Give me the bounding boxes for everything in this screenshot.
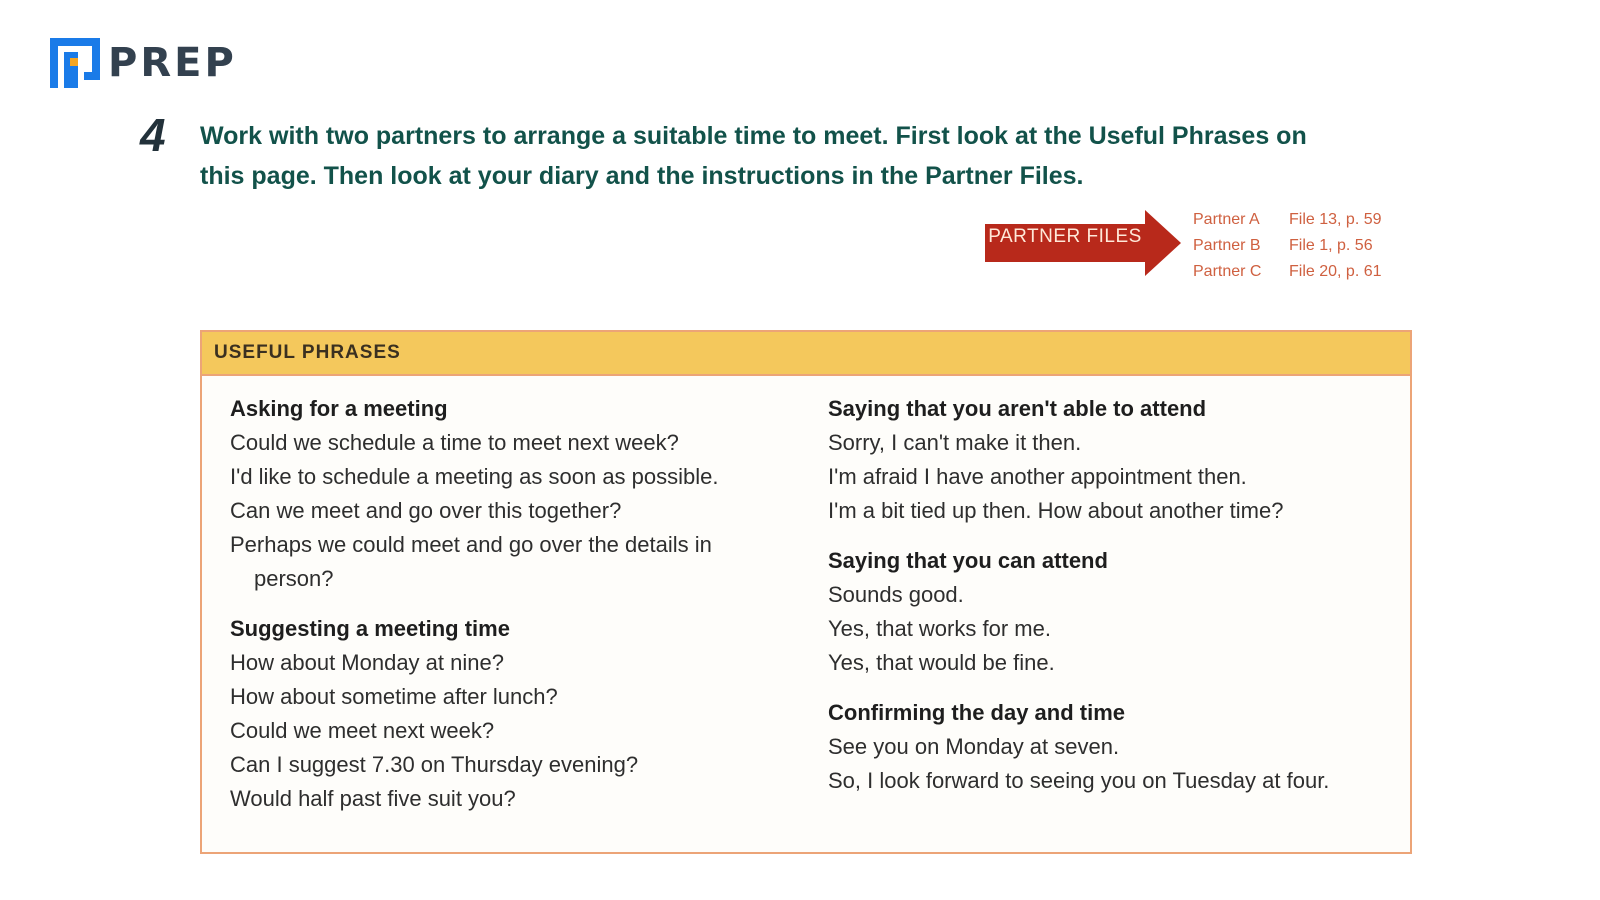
phrase: Would half past five suit you? [230,786,516,811]
phrase: I'm afraid I have another appointment then. [828,464,1247,489]
section-title: Saying that you can attend [828,548,1108,573]
phrase-section-suggesting [230,612,790,816]
phrase: Yes, that works for me. [828,616,1051,641]
exercise-number: 4 [140,109,166,161]
phrase: How about sometime after lunch? [230,684,558,709]
partner-file-ref: File 13, p. 59 [1289,211,1382,228]
useful-phrases-header: USEFUL PHRASES [202,332,1410,376]
phrase-section-can-attend [828,544,1398,680]
prep-logo-icon [50,38,100,88]
section-title: Asking for a meeting [230,396,448,421]
partner-row [1193,259,1382,285]
phrases-column-right [828,392,1398,814]
prep-logo [50,38,237,88]
phrase: See you on Monday at seven. [828,734,1120,759]
phrase: Can I suggest 7.30 on Thursday evening? [230,752,639,777]
partner-name: Partner A [1193,211,1260,228]
partner-file-ref: File 1, p. 56 [1289,237,1373,254]
exercise-instruction: Work with two partners to arrange a suitable time to meet. First look at the Useful Phrases on this page. Then look at your diary and the instructions in the Partner Files. [200,122,1307,190]
partner-row [1193,233,1382,259]
phrase: Can we meet and go over this together? [230,498,622,523]
partner-name: Partner C [1193,263,1262,280]
prep-logo-text: PREP [108,40,237,86]
phrase: How about Monday at nine? [230,650,504,675]
phrase: Could we meet next week? [230,718,495,743]
phrase-section-asking [230,392,790,596]
partner-files-table [1193,207,1382,285]
phrase: Perhaps we could meet and go over the details in person? [230,532,712,591]
partner-row [1193,207,1382,233]
phrase: Sounds good. [828,582,964,607]
partner-name: Partner B [1193,237,1261,254]
section-title: Suggesting a meeting time [230,616,510,641]
phrase-section-confirming [828,696,1398,798]
phrase: Sorry, I can't make it then. [828,430,1082,455]
phrase-section-unable [828,392,1398,528]
phrase: I'm a bit tied up then. How about another time? [828,498,1284,523]
phrase: Yes, that would be fine. [828,650,1055,675]
section-title: Saying that you aren't able to attend [828,396,1207,421]
partner-files-label: PARTNER FILES [988,226,1142,247]
partner-file-ref: File 20, p. 61 [1289,263,1382,280]
phrase: Could we schedule a time to meet next week? [230,430,679,455]
useful-phrases-box [200,330,1412,854]
phrase: So, I look forward to seeing you on Tuesday at four. [828,768,1330,793]
section-title: Confirming the day and time [828,700,1126,725]
phrase: I'd like to schedule a meeting as soon as possible. [230,464,719,489]
phrases-column-left [230,392,790,832]
